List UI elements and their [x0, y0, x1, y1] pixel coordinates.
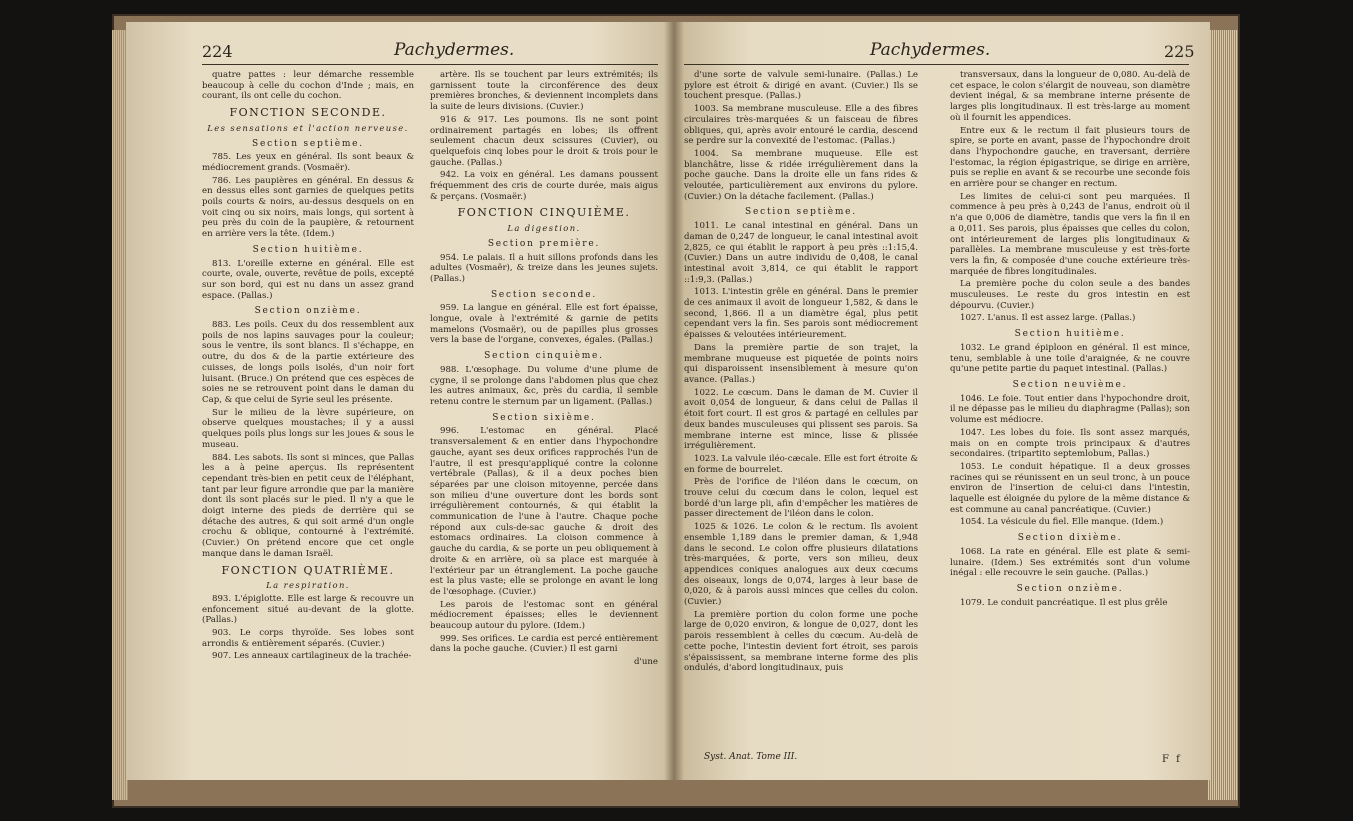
- paragraph: 1053. Le conduit hépatique. Il a deux grosses racines qui se réunissent en un seul tronc, à un pouce environ de l'insertion de celui-ci dans l'intestin, laquelle est éloignée du pylore de la même distance & est commune au canal pancréatique. (Cuvier.): [950, 461, 1190, 515]
- header-rule: [202, 64, 658, 65]
- section-heading: Section dixième.: [1017, 533, 1123, 544]
- paragraph: 959. La langue en général. Elle est fort épaisse, longue, ovale à l'extrémité & garnie de petits mamelons (Vosmaër), ou de papilles plus grosses vers la base de l'organe, convexes, égales. (Pallas.): [430, 303, 658, 346]
- book-gutter: [664, 22, 684, 780]
- paragraph: artère. Ils se touchent par leurs extrémités; ils garnissent toute la circonférence des deux premières bronches, & deviennent incomplets dans la suite de leurs divisions. (Cuvier.): [430, 70, 658, 113]
- paragraph: Entre eux & le rectum il fait plusieurs tours de spire, se porte en avant, passe de l'hypochondre droit dans l'hypochondre gauche, en traversant, derrière l'estomac, la région épigastrique, se dirige en arrière, puis se replie en avant & se recourbe une seconde fois en arrière pour se changer en rectum.: [950, 125, 1190, 190]
- paragraph: Les limites de celui-ci sont peu marquées. Il commence à peu près à 0,243 de l'anus, endroit où il n'a que 0,006 de diamètre, tandis que vers la fin il en a 0,011. Ses parois, plus épaisses que celles du colon, ont intérieurement de larges plis longitudinaux & parallèles. La membrane musculeuse y est très-forte vers la fin, & composée d'une couche extérieure très-marquée de fibres longitudinales.: [950, 191, 1190, 277]
- paragraph: 785. Les yeux en général. Ils sont beaux & médiocrement grands. (Vosmaër).: [202, 152, 414, 173]
- paragraph: 1004. Sa membrane muqueuse. Elle est blanchâtre, lisse & ridée irrégulièrement dans la poche gauche. Dans la droite elle un fans rides & veloutée, particulièrement aux environs du pylore. (Cuvier.) On la détache facilement. (Pallas.): [684, 148, 918, 202]
- section-heading: Section seconde.: [490, 289, 598, 300]
- paragraph: Dans la première partie de son trajet, la membrane muqueuse est piquetée de points noirs qui disparoissent insensiblement à mesure qu'on avance. (Pallas.): [684, 342, 918, 385]
- section-heading: Section huitième.: [252, 244, 364, 255]
- paragraph: d'une sorte de valvule semi-lunaire. (Pallas.) Le pylore est étroit & dirigé en avant. (Cuvier.) Ils se touchent presque. (Pallas.): [684, 70, 918, 102]
- running-head: Pachydermes.: [394, 40, 515, 60]
- subheading: La respiration.: [266, 580, 350, 591]
- paragraph: transversaux, dans la longueur de 0,080. Au-delà de cet espace, le colon s'élargit de nouveau, son diamètre devient inégal, & sa membrane interne présente de larges plis longitudinaux. Il est très-large au moment où il fournit les appendices.: [950, 70, 1190, 123]
- paragraph: 1032. Le grand épiploon en général. Il est mince, tenu, semblable à une toile d'araignée, & ne couvre qu'une petite partie du paquet intestinal. (Pallas.): [950, 342, 1190, 375]
- paragraph: 1011. Le canal intestinal en général. Dans un daman de 0,247 de longueur, le canal intestinal avoit 2,825, ce qui établit le rapport à peu près ::1:15,4. (Cuvier.) Dans un autre individu de 0,408, le canal intestinal avoit 3,814, ce qui établit le rapport ::1:9,3. (Pallas.): [684, 221, 918, 285]
- paragraph: 1013. L'intestin grêle en général. Dans le premier de ces animaux il avoit de longueur 1,582, & dans le second, 1,866. Il a un diamètre égal, plus petit cependant vers la fin. Ses parois sont médiocrement épaisses & veloutées intérieurement.: [684, 287, 918, 341]
- section-heading: Section neuvième.: [1012, 379, 1128, 390]
- paragraph: 916 & 917. Les poumons. Ils ne sont point ordinairement partagés en lobes; ils offrent seulement chacun deux scissures (Cuvier), ou quelquefois cinq lobes pour le droit & trois pour le gauche. (Pallas.): [430, 114, 658, 168]
- paragraph: 1079. Le conduit pancréatique. Il est plus grêle: [960, 597, 1168, 608]
- header-rule: [684, 64, 1189, 65]
- paragraph: 883. Les poils. Ceux du dos ressemblent aux poils de nos lapins sauvages pour la couleur; sous le ventre, ils sont blancs. Il s'échappe, en outre, du dos & de la partie extérieure des cuisses, de longs poils isolés, d'un noir fort luisant. (Bruce.) On prétend que ces espèces de soies ne se retrouvent point dans le daman du Cap, & que celui de Syrie seul les présente.: [202, 320, 414, 405]
- text-column-2: [430, 70, 658, 775]
- right-page: [674, 22, 1210, 780]
- section-heading: Section sixième.: [492, 412, 596, 423]
- paragraph: quatre pattes : leur démarche ressemble beaucoup à celle du cochon d'Inde ; mais, en courant, ils ont celle du cochon.: [202, 70, 414, 102]
- text-column-2: [950, 70, 1190, 750]
- paragraph: 999. Ses orifices. Le cardia est percé entièrement dans la poche gauche. (Cuvier.) Il est garni: [430, 633, 658, 655]
- paragraph: 1068. La rate en général. Elle est plate & semi-lunaire. (Idem.) Ses extrémités sont d'un volume inégal : elle recouvre le sein gauche. (Pallas.): [950, 546, 1190, 579]
- signature-mark: F f: [1162, 754, 1182, 765]
- paragraph: 893. L'épiglotte. Elle est large & recouvre un enfoncement situé au-devant de la glotte. (Pallas.): [202, 593, 414, 626]
- section-heading: Section septième.: [745, 207, 857, 218]
- page-number: 225: [1164, 42, 1195, 61]
- paragraph: Près de l'orifice de l'iléon dans le cœcum, on trouve celui du cœcum dans le colon, lequel est bordé d'un large pli, afin d'empêcher les matières de passer directement de l'iléon dans le colon.: [684, 477, 918, 520]
- paragraph: 786. Les paupières en général. En dessus & en dessus elles sont garnies de quelques petits poils courts & noirs, au-dessus desquels on en voit cinq ou six noirs, mais longs, qui sortent à peu près du coin de la paupière, & retournent en arrière vers la tête. (Idem.): [202, 175, 414, 240]
- paragraph: 1025 & 1026. Le colon & le rectum. Ils avoient ensemble 1,189 dans le premier daman, & 1,948 dans le second. Le colon offre plusieurs dilatations très-marquées, & porte, vers son milieu, deux appendices coniques analogues aux deux cœcums des oiseaux, longs de 0,074, larges à leur base de 0,020, & à parois aussi minces que celles du colon. (Cuvier.): [684, 522, 918, 608]
- fonction-heading: FONCTION CINQUIÈME.: [457, 206, 631, 220]
- paragraph: 996. L'estomac en général. Placé transversalement & en entier dans l'hypochondre gauche, ayant ses deux orifices rapprochés l'un de l'autre, il est presqu'appliqué contre la colonne vertébrale (Pallas), & il a deux poches bien séparées par une cloison mitoyenne, percée dans son milieu d'une ouverture dont les bords sont irrégulièrement contournés, & qui établit la communication de l'une à l'autre. Chaque poche répond aux culs-de-sac gauche & droit des estomacs ordinaires. La cloison commence à gauche du cardia, & se porte un peu obliquement à droite & en arrière, où sa place est marquée à l'extérieur par un étranglement. La poche gauche est la plus vaste; elle se prolonge en avant le long de l'œsophage. (Cuvier.): [430, 426, 658, 597]
- catchword: d'une: [633, 657, 658, 668]
- paragraph: La première poche du colon seule a des bandes musculeuses. Le reste du gros intestin en est dépourvu. (Cuvier.): [950, 279, 1190, 311]
- paragraph: 884. Les sabots. Ils sont si minces, que Pallas les a à peine aperçus. Ils représentent cependant très-bien en petit ceux de l'éléphant, tant par leur figure arrondie que par la manière dont ils sont placés sur le pied. Il n'y a que le doigt interne des pieds de derrière qui se détache des autres, & qui soit armé d'un ongle crochu & oblique, contourné à l'extrémité. (Cuvier.) On prétend encore que cet ongle manque dans le daman Israël.: [202, 452, 414, 559]
- paragraph: Les parois de l'estomac sont en général médiocrement épaisses; elles le deviennent beaucoup autour du pylore. (Idem.): [430, 599, 658, 632]
- running-head: Pachydermes.: [870, 40, 991, 60]
- paragraph: 813. L'oreille externe en général. Elle est courte, ovale, ouverte, revêtue de poils, excepté sur son bord, qui est nu dans un assez grand espace. (Pallas.): [202, 258, 414, 301]
- paragraph: 954. Le palais. Il a huit sillons profonds dans les adultes (Vosmaër), & treize dans les jeunes sujets. (Pallas.): [430, 252, 658, 284]
- text-column-1: [684, 70, 918, 750]
- section-heading: Section cinquième.: [484, 351, 604, 362]
- subheading: La digestion.: [507, 223, 581, 234]
- paragraph: 1023. La valvule iléo-cæcale. Elle est fort étroite & en forme de bourrelet.: [684, 453, 918, 475]
- fonction-heading: FONCTION QUATRIÈME.: [221, 563, 395, 577]
- page-number: 224: [202, 42, 233, 61]
- paragraph: 1027. L'anus. Il est assez large. (Pallas.): [960, 313, 1136, 324]
- paragraph: Sur le milieu de la lèvre supérieure, on observe quelques moustaches; il y a aussi quelques poils plus longs sur les joues & sous le museau.: [202, 407, 414, 450]
- paragraph: 907. Les anneaux cartilagineux de la trachée-: [212, 651, 412, 662]
- paragraph: 1054. La vésicule du fiel. Elle manque. (Idem.): [960, 517, 1164, 528]
- section-heading: Section septième.: [252, 138, 364, 149]
- section-heading: Section onzième.: [1016, 583, 1124, 594]
- right-page-edges: [1208, 30, 1238, 800]
- paragraph: 903. Le corps thyroïde. Ses lobes sont arrondis & entièrement séparés. (Cuvier.): [202, 628, 414, 649]
- paragraph: La première portion du colon forme une poche large de 0,020 environ, & longue de 0,027, dont les parois ressemblent à celles du cœcum. Au-delà de cette poche, l'intestin devient fort étroit, ses parois s'épaississent, sa membrane interne forme des plis ondulés, d'abord longitudinaux, puis: [684, 609, 918, 674]
- section-heading: Section première.: [487, 238, 601, 249]
- paragraph: 988. L'œsophage. Du volume d'une plume de cygne, il se prolonge dans l'abdomen plus que chez les autres animaux, &c, près du cardia, il semble retenu contre le sternum par un ligament. (Pallas.): [430, 364, 658, 407]
- section-heading: Section huitième.: [1014, 329, 1126, 340]
- left-page: [126, 22, 674, 780]
- subheading: Les sensations et l'action nerveuse.: [207, 122, 409, 133]
- footer-text: Syst. Anat. Tome III.: [704, 752, 798, 762]
- paragraph: 1046. Le foie. Tout entier dans l'hypochondre droit, il ne dépasse pas le milieu du diaphragme (Pallas); son volume est médiocre.: [950, 393, 1190, 426]
- section-heading: Section onzième.: [254, 306, 362, 317]
- paragraph: 1003. Sa membrane musculeuse. Elle a des fibres circulaires très-marquées & un faisceau de fibres obliques, qui, après avoir entouré le cardia, descend se perdre sur la convexité de l'estomac. (Pallas.): [684, 104, 918, 147]
- text-column-1: [202, 70, 414, 775]
- paragraph: 1022. Le cœcum. Dans le daman de M. Cuvier il avoit 0,054 de longueur, & dans celui de Pallas il étoit fort court. Il est gros & partagé en cellules par deux bandes musculeuses qui plissent ses parois. Sa membrane interne est mince, lisse & plissée irrégulièrement.: [684, 387, 918, 452]
- paragraph: 942. La voix en général. Les damans poussent fréquemment des cris de courte durée, mais aigus & perçans. (Vosmaër.): [430, 170, 658, 202]
- paragraph: 1047. Les lobes du foie. Ils sont assez marqués, mais on en compte trois principaux & d'autres secondaires. (tripartito septemlobum, Pallas.): [950, 427, 1190, 460]
- fonction-heading: FONCTION SECONDE.: [229, 106, 387, 120]
